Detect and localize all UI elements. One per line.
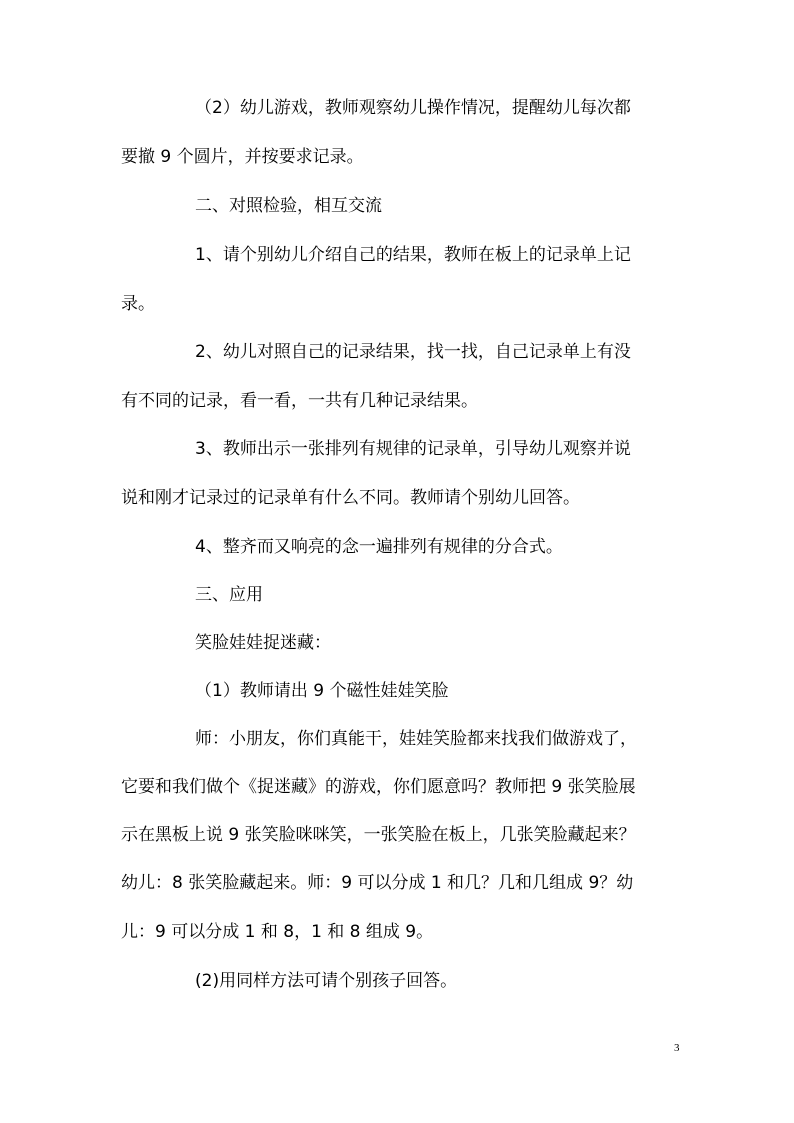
text-line: 3、教师出示一张排列有规律的记录单，引导幼儿观察并说 [195,439,631,459]
text-line: 儿：9 可以分成 1 和 8，1 和 8 组成 9。 [121,922,434,942]
text-line: 它要和我们做个《捉迷藏》的游戏，你们愿意吗？教师把 9 张笑脸展 [121,777,636,797]
section-heading: 三、应用 [195,585,263,605]
text-line: 示在黑板上说 9 张笑脸咪咪笑，一张笑脸在板上，几张笑脸藏起来？ [121,825,636,845]
text-line: 幼儿：8 张笑脸藏起来。师：9 可以分成 1 和几？几和几组成 9？幼 [121,873,634,893]
text-line: 要撤 9 个圆片，并按要求记录。 [121,147,364,167]
text-line: (2)用同样方法可请个别孩子回答。 [195,971,458,991]
page-number: 3 [674,1042,680,1054]
section-heading: 二、对照检验，相互交流 [195,196,382,216]
text-line: （1）教师请出 9 个磁性娃娃笑脸 [195,681,449,701]
text-line: 说和刚才记录过的记录单有什么不同。教师请个别幼儿回答。 [121,488,580,508]
text-line: （2）幼儿游戏，教师观察幼儿操作情况，提醒幼儿每次都 [195,98,631,118]
text-line: 1、请个别幼儿介绍自己的结果，教师在板上的记录单上记 [195,245,631,265]
text-line: 录。 [121,294,155,314]
text-line: 4、整齐而又响亮的念一遍排列有规律的分合式。 [195,537,563,557]
text-line: 笑脸娃娃捉迷藏： [195,633,331,653]
text-line: 2、幼儿对照自己的记录结果，找一找，自己记录单上有没 [195,342,631,362]
text-line: 师：小朋友，你们真能干，娃娃笑脸都来找我们做游戏了， [195,729,637,749]
text-line: 有不同的记录，看一看，一共有几种记录结果。 [121,391,478,411]
